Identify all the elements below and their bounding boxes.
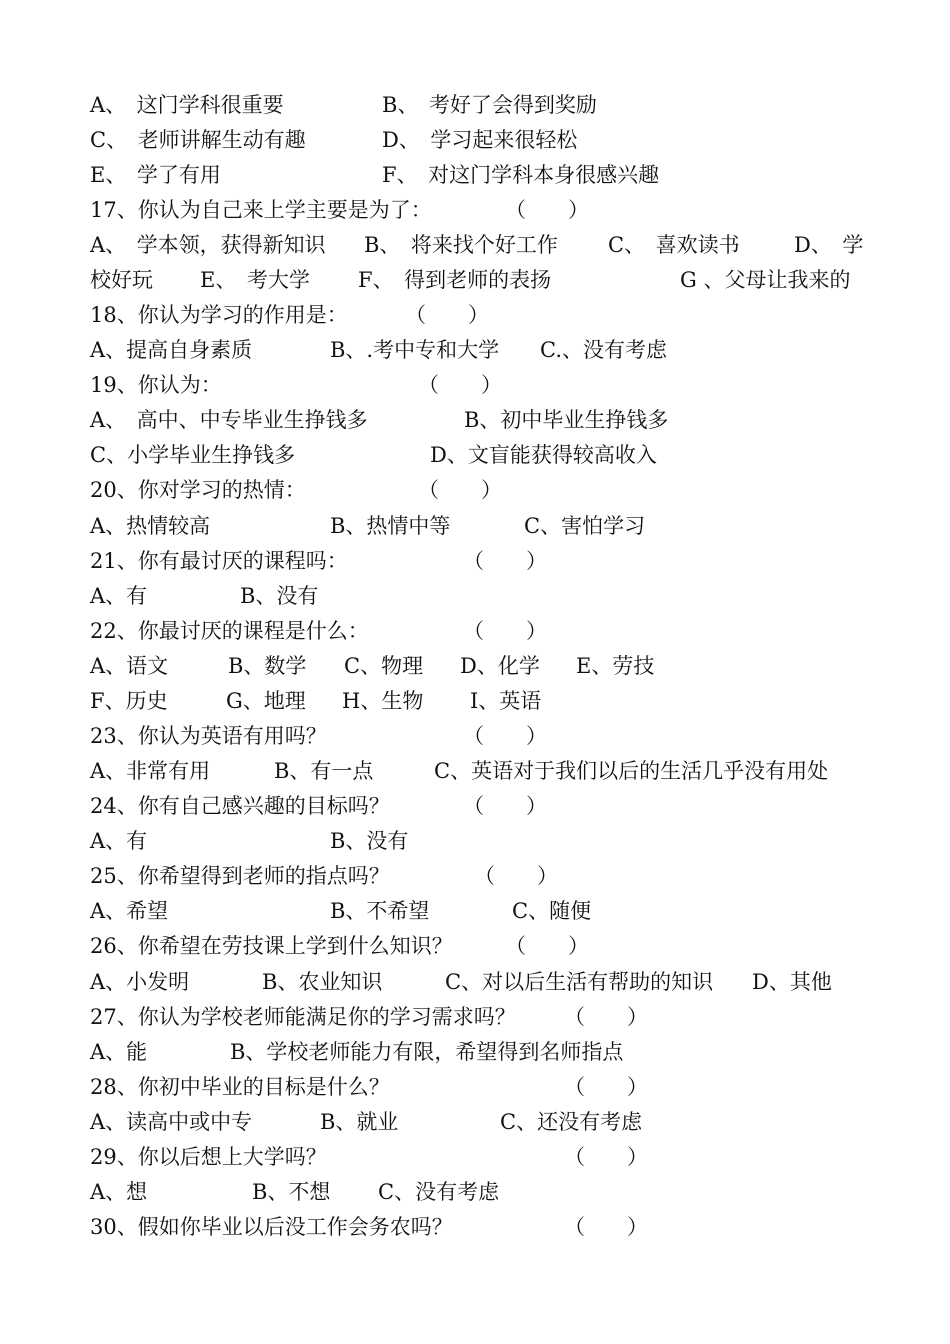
option-b: B、学校老师能力有限，希望得到名师指点 bbox=[230, 1040, 624, 1064]
option-a: A、读高中或中专 bbox=[90, 1110, 253, 1134]
option-a: A、希望 bbox=[90, 899, 169, 923]
answer-blank: （ ） bbox=[418, 373, 502, 397]
question-text: 21、你有最讨厌的课程吗： bbox=[90, 549, 348, 573]
answer-blank: （ ） bbox=[474, 864, 558, 888]
option-b: B、热情中等 bbox=[330, 514, 451, 538]
answer-blank: （ ） bbox=[564, 1005, 648, 1029]
option-f: F、 对这门学科本身很感兴趣 bbox=[382, 163, 660, 187]
option-a: A、小发明 bbox=[90, 970, 190, 994]
question-22 bbox=[0, 614, 950, 649]
question-text: 18、你认为学习的作用是： bbox=[90, 303, 348, 327]
q28-options bbox=[0, 1105, 950, 1140]
q16-options-row-3 bbox=[0, 158, 950, 193]
option-c: C、 喜欢读书 bbox=[608, 233, 740, 257]
question-text: 17、你认为自己来上学主要是为了： bbox=[90, 198, 432, 222]
question-text: 19、你认为： bbox=[90, 373, 222, 397]
question-18 bbox=[0, 298, 950, 333]
question-21 bbox=[0, 544, 950, 579]
option-c: C、小学毕业生挣钱多 bbox=[90, 443, 296, 467]
q21-options bbox=[0, 579, 950, 614]
q19-options-row-1 bbox=[0, 403, 950, 438]
option-c: C、没有考虑 bbox=[378, 1180, 500, 1204]
option-a: A、能 bbox=[90, 1040, 148, 1064]
option-b: B、初中毕业生挣钱多 bbox=[464, 408, 669, 432]
option-f: F、历史 bbox=[90, 689, 168, 713]
option-a: A、 高中、中专毕业生挣钱多 bbox=[90, 408, 368, 432]
option-c: C、物理 bbox=[344, 654, 424, 678]
option-c: C、还没有考虑 bbox=[500, 1110, 643, 1134]
question-27 bbox=[0, 1000, 950, 1035]
option-a: A、有 bbox=[90, 829, 148, 853]
question-text: 22、你最讨厌的课程是什么： bbox=[90, 619, 369, 643]
option-d-continued: 校好玩 bbox=[90, 268, 153, 292]
answer-blank: （ ） bbox=[463, 724, 547, 748]
question-19 bbox=[0, 368, 950, 403]
option-b: B、有一点 bbox=[274, 759, 374, 783]
option-d: D、 学习起来很轻松 bbox=[382, 128, 578, 152]
option-a: A、 这门学科很重要 bbox=[90, 93, 284, 117]
question-text: 26、你希望在劳技课上学到什么知识？ bbox=[90, 934, 453, 958]
option-i: I、英语 bbox=[470, 689, 542, 713]
option-d: D、文盲能获得较高收入 bbox=[430, 443, 657, 467]
question-text: 29、你以后想上大学吗？ bbox=[90, 1145, 327, 1169]
q26-options bbox=[0, 965, 950, 1000]
q17-options-row-2 bbox=[0, 263, 950, 298]
option-b: B、不希望 bbox=[330, 899, 430, 923]
answer-blank: （ ） bbox=[564, 1215, 648, 1239]
option-a: A、非常有用 bbox=[90, 759, 211, 783]
option-d: D、化学 bbox=[460, 654, 540, 678]
question-text: 24、你有自己感兴趣的目标吗？ bbox=[90, 794, 390, 818]
answer-blank: （ ） bbox=[405, 303, 489, 327]
q20-options bbox=[0, 509, 950, 544]
question-text: 28、你初中毕业的目标是什么？ bbox=[90, 1075, 390, 1099]
answer-blank: （ ） bbox=[505, 934, 589, 958]
q23-options bbox=[0, 754, 950, 789]
option-e: E、劳技 bbox=[576, 654, 655, 678]
option-b: B、没有 bbox=[240, 584, 319, 608]
question-text: 20、你对学习的热情： bbox=[90, 478, 306, 502]
option-c: C、随便 bbox=[512, 899, 592, 923]
question-30 bbox=[0, 1210, 950, 1245]
option-c: C、害怕学习 bbox=[524, 514, 646, 538]
answer-blank: （ ） bbox=[463, 794, 547, 818]
q29-options bbox=[0, 1175, 950, 1210]
option-a: A、想 bbox=[90, 1180, 148, 1204]
answer-blank: （ ） bbox=[564, 1145, 648, 1169]
question-28 bbox=[0, 1070, 950, 1105]
option-b: B、不想 bbox=[252, 1180, 331, 1204]
answer-blank: （ ） bbox=[463, 619, 547, 643]
option-a: A、语文 bbox=[90, 654, 169, 678]
question-26 bbox=[0, 929, 950, 964]
option-b: B、没有 bbox=[330, 829, 409, 853]
q25-options bbox=[0, 894, 950, 929]
option-h: H、生物 bbox=[342, 689, 424, 713]
question-29 bbox=[0, 1140, 950, 1175]
q17-options-row-1 bbox=[0, 228, 950, 263]
option-e: E、 考大学 bbox=[200, 268, 310, 292]
q16-options-row-1 bbox=[0, 88, 950, 123]
option-f: F、 得到老师的表扬 bbox=[358, 268, 552, 292]
option-c: C、英语对于我们以后的生活几乎没有用处 bbox=[434, 759, 829, 783]
option-a: A、 学本领，获得新知识 bbox=[90, 233, 326, 257]
question-text: 27、你认为学校老师能满足你的学习需求吗？ bbox=[90, 1005, 516, 1029]
answer-blank: （ ） bbox=[418, 478, 502, 502]
option-b: B、数学 bbox=[228, 654, 307, 678]
question-17 bbox=[0, 193, 950, 228]
q18-options bbox=[0, 333, 950, 368]
question-20 bbox=[0, 473, 950, 508]
answer-blank: （ ） bbox=[564, 1075, 648, 1099]
option-g: G 、父母让我来的 bbox=[680, 268, 851, 292]
option-a: A、提高自身素质 bbox=[90, 338, 253, 362]
option-c: C、对以后生活有帮助的知识 bbox=[445, 970, 714, 994]
answer-blank: （ ） bbox=[463, 549, 547, 573]
q22-options-row-1 bbox=[0, 649, 950, 684]
answer-blank: （ ） bbox=[505, 198, 589, 222]
option-b: B、 考好了会得到奖励 bbox=[382, 93, 597, 117]
option-b: B、就业 bbox=[320, 1110, 399, 1134]
q19-options-row-2 bbox=[0, 438, 950, 473]
option-a: A、有 bbox=[90, 584, 148, 608]
option-d: D、 学 bbox=[794, 233, 864, 257]
option-b: B、农业知识 bbox=[262, 970, 383, 994]
question-23 bbox=[0, 719, 950, 754]
q24-options bbox=[0, 824, 950, 859]
option-b: B、 将来找个好工作 bbox=[364, 233, 558, 257]
option-d: D、其他 bbox=[752, 970, 832, 994]
option-g: G、地理 bbox=[226, 689, 306, 713]
question-text: 23、你认为英语有用吗？ bbox=[90, 724, 327, 748]
question-text: 30、假如你毕业以后没工作会务农吗？ bbox=[90, 1215, 453, 1239]
q16-options-row-2 bbox=[0, 123, 950, 158]
question-24 bbox=[0, 789, 950, 824]
question-25 bbox=[0, 859, 950, 894]
question-text: 25、你希望得到老师的指点吗？ bbox=[90, 864, 390, 888]
q27-options bbox=[0, 1035, 950, 1070]
option-c: C、 老师讲解生动有趣 bbox=[90, 128, 306, 152]
q22-options-row-2 bbox=[0, 684, 950, 719]
option-b: B、.考中专和大学 bbox=[330, 338, 500, 362]
option-e: E、 学了有用 bbox=[90, 163, 221, 187]
option-a: A、热情较高 bbox=[90, 514, 211, 538]
option-c: C.、没有考虑 bbox=[540, 338, 667, 362]
